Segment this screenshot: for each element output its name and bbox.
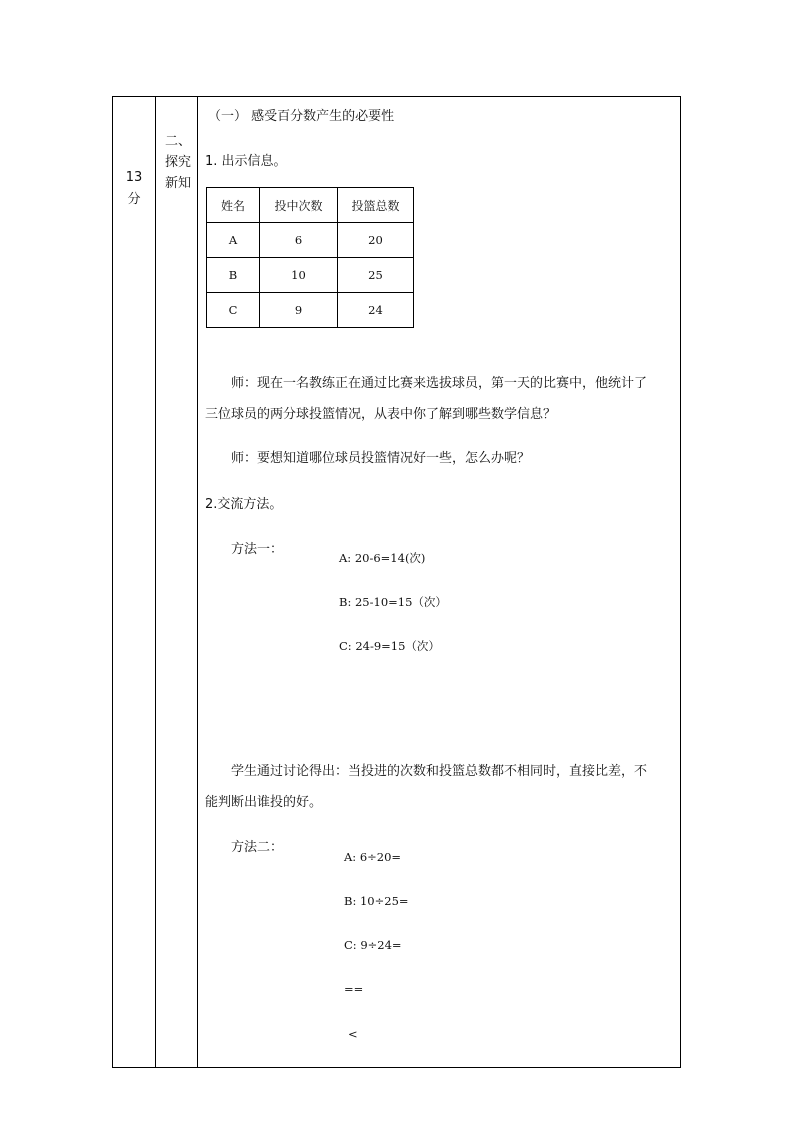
method-1-label: 方法一：	[231, 542, 284, 557]
step-2-heading: 2.交流方法。	[205, 497, 283, 512]
table-cell: C	[207, 293, 260, 328]
table-cell: 20	[338, 223, 414, 258]
table-row	[207, 258, 414, 293]
method-2-a: A: 6÷20=	[344, 850, 402, 864]
teacher-question-1-line-2: 三位球员的两分球投篮情况，从表中你了解到哪些数学信息？	[205, 407, 557, 422]
table-cell: 9	[260, 293, 338, 328]
table-cell: 24	[338, 293, 414, 328]
method-2-c: C: 9÷24=	[344, 938, 402, 952]
teacher-question-1-line-1: 师：现在一名教练正在通过比赛来选拔球员，第一天的比赛中，他统计了	[231, 376, 648, 391]
header-cell: 投中次数	[260, 188, 338, 223]
info-table-header	[207, 188, 414, 223]
method-2-b: B: 10÷25=	[344, 894, 409, 908]
lesson-table	[112, 96, 681, 1068]
table-cell: B	[207, 258, 260, 293]
table-row	[207, 293, 414, 328]
teacher-question-2: 师：要想知道哪位球员投篮情况好一些，怎么办呢？	[231, 451, 531, 466]
method-2-equals: ==	[344, 982, 364, 996]
header-cell: 姓名	[207, 188, 260, 223]
column-divider-1	[155, 97, 156, 1067]
section-title: （一） 感受百分数产生的必要性	[208, 109, 395, 124]
stage-cell	[159, 131, 197, 194]
method-1-a: A: 20-6=14(次)	[339, 551, 426, 565]
method-2-less-than: <	[348, 1027, 358, 1041]
table-cell: 6	[260, 223, 338, 258]
time-unit: 分	[127, 192, 141, 207]
conclusion-line-1: 学生通过讨论得出：当投进的次数和投篮总数都不相同时，直接比差，不	[231, 764, 648, 779]
table-cell: A	[207, 223, 260, 258]
table-row	[207, 223, 414, 258]
info-table	[206, 187, 414, 328]
step-1-heading: 1. 出示信息。	[205, 154, 287, 169]
table-cell: 25	[338, 258, 414, 293]
method-1-b: B: 25-10=15（次）	[339, 595, 447, 609]
conclusion-line-2: 能判断出谁投的好。	[205, 795, 323, 810]
time-cell	[113, 167, 155, 211]
header-cell: 投篮总数	[338, 188, 414, 223]
method-1-c: C: 24-9=15（次）	[339, 639, 440, 653]
stage-name-1: 探究	[164, 155, 191, 170]
time-value: 13	[125, 170, 143, 185]
table-cell: 10	[260, 258, 338, 293]
content-cell	[198, 97, 680, 1067]
stage-number: 二、	[164, 134, 191, 149]
stage-name-2: 新知	[164, 176, 191, 191]
method-2-label: 方法二：	[231, 840, 284, 855]
